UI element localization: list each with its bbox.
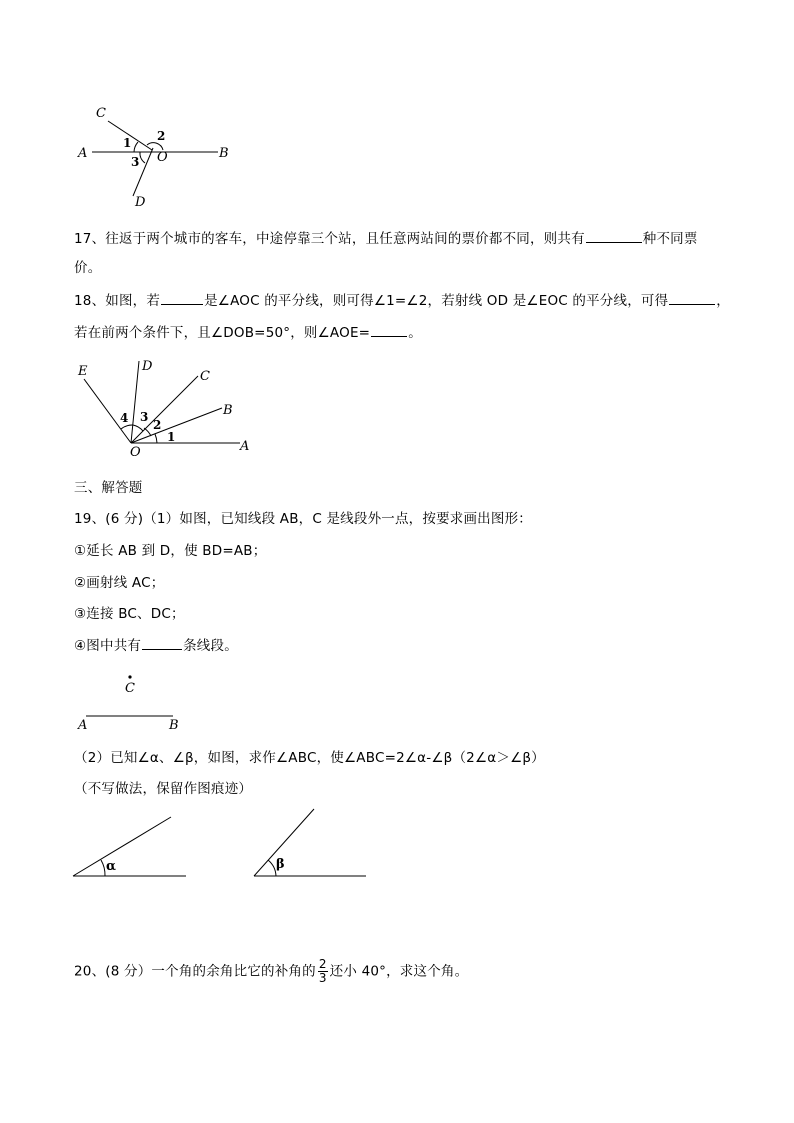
label-a: A (78, 146, 88, 161)
label-angle-4: 4 (120, 411, 129, 425)
q19-step4-part1: ④图中共有 (74, 638, 142, 654)
label-beta: β (276, 857, 285, 872)
label-angle-1: 1 (123, 136, 132, 150)
label-angle-2: 2 (153, 418, 162, 432)
label-b: B (223, 403, 233, 418)
label-angle-2: 2 (157, 129, 166, 143)
q20-frac-den: 3 (318, 971, 327, 985)
label-d: D (135, 195, 146, 210)
q19-step2: ②画射线 AC； (74, 575, 165, 591)
label-alpha: α (106, 859, 117, 874)
label-a: A (78, 718, 88, 733)
label-o: O (130, 445, 141, 460)
q20-part1: 20、(8 分）一个角的余角比它的补角的 (74, 963, 316, 980)
q17-text-after: 种不同票 (642, 231, 698, 247)
label-b: B (169, 718, 179, 733)
q20-line (74, 958, 468, 985)
label-c: C (200, 369, 210, 384)
label-b: B (219, 146, 229, 161)
q19-step3: ③连接 BC、DC； (74, 606, 185, 622)
q18-part3: ， (716, 293, 730, 309)
label-c: C (96, 106, 106, 121)
label-angle-3: 3 (140, 410, 149, 424)
q18-line2-part2: 。 (408, 325, 422, 341)
q20-frac-num: 2 (318, 957, 327, 971)
label-c: C (125, 681, 135, 696)
alpha-ray (73, 817, 171, 876)
q20-part2: 还小 40°，求这个角。 (329, 963, 469, 980)
q18-part1: 18、如图，若 (74, 293, 161, 309)
beta-arc (268, 860, 276, 876)
q19-step4-part2: 条线段。 (183, 638, 238, 654)
section3-heading: 三、解答题 (74, 480, 143, 496)
label-angle-1: 1 (167, 430, 176, 444)
label-o: O (157, 150, 168, 165)
label-e: E (78, 364, 88, 379)
label-a: A (240, 439, 250, 454)
q18-line2-part1: 若在前两个条件下，且∠DOB=50°，则∠AOE= (74, 325, 371, 341)
label-d: D (142, 359, 153, 374)
label-angle-3: 3 (131, 155, 140, 169)
alpha-arc (101, 860, 105, 876)
q19-note: （不写做法，保留作图痕迹） (74, 781, 253, 797)
q19-step1: ①延长 AB 到 D，使 BD=AB； (74, 543, 267, 559)
q18-part2: 是∠AOC 的平分线，则可得∠1=∠2，若射线 OD 是∠EOC 的平分线，可得 (204, 293, 669, 309)
q19-intro: 19、(6 分)（1）如图，已知线段 AB，C 是线段外一点，按要求画出图形： (74, 511, 532, 527)
q19-part2: （2）已知∠α、∠β，如图，求作∠ABC，使∠ABC=2∠α-∠β（2∠α＞∠β） (74, 750, 545, 766)
q20-fraction (318, 958, 328, 985)
q17-text-before: 17、往返于两个城市的客车，中途停靠三个站，且任意两站间的票价都不同，则共有 (74, 231, 585, 247)
q17-line2: 价。 (74, 260, 102, 276)
